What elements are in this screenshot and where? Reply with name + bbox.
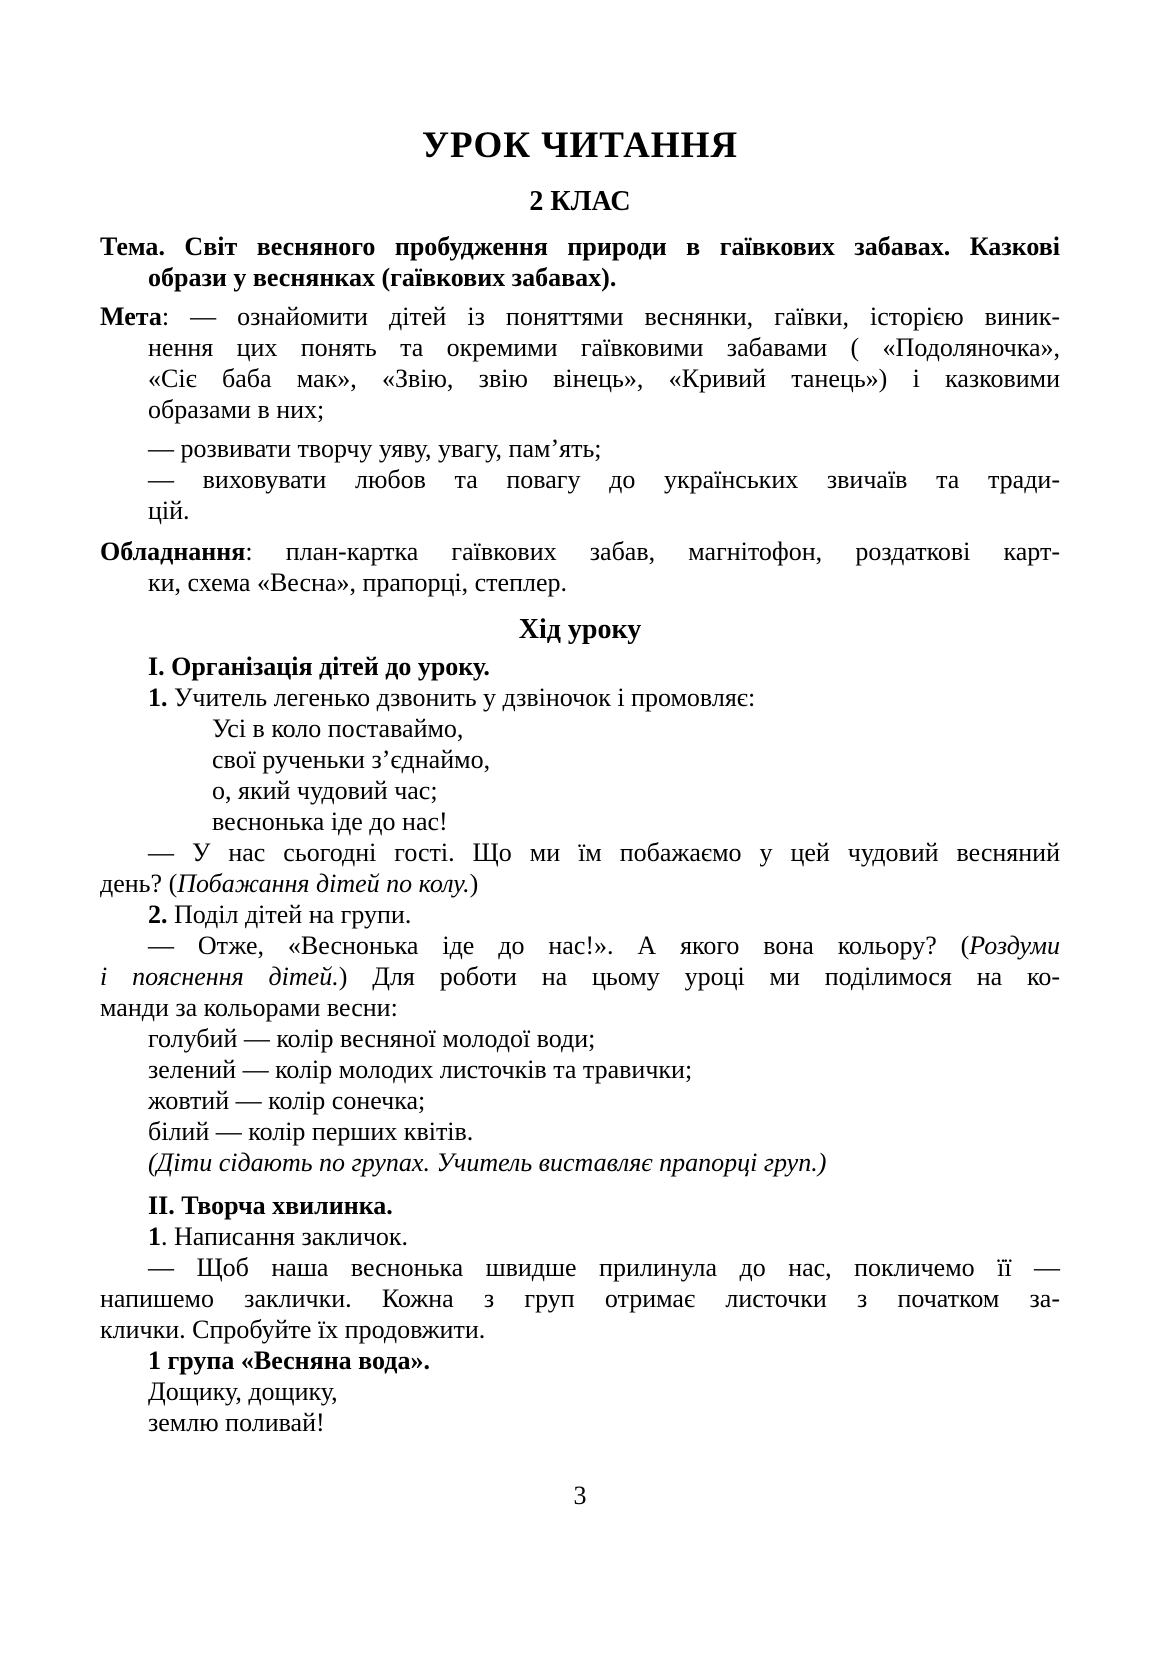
dialogue-line-8-text-1: клички. Спробуйте їх продовжити. xyxy=(100,1315,486,1344)
lesson-flow-heading-text-1: Хід уроку xyxy=(518,614,642,645)
goal-line-1-text-1: Мета xyxy=(100,302,162,331)
equipment-line-1-text-2: : план-картка гаївкових забав, магнітофон, роздаткові карт- xyxy=(245,537,1060,566)
goal-line-4-text-1: образами в них; xyxy=(148,395,325,424)
dialogue-line-5-text-1: манди за кольорами весни: xyxy=(100,993,398,1022)
step-2-line-text-1: 2. xyxy=(148,900,168,929)
topic-line-1 xyxy=(100,231,1060,262)
color-line-white-text-1: білий — колір перших квітів. xyxy=(148,1117,474,1146)
goal-line-5-text-1: — розвивати творчу уяву, увагу, пам’ять; xyxy=(148,434,602,463)
dialogue-line-8 xyxy=(100,1314,1060,1345)
verse-line-1-text-1: Усі в коло поставаймо, xyxy=(212,714,464,743)
chant-line-2 xyxy=(100,1407,1060,1438)
lesson-title-text-1: УРОК ЧИТАННЯ xyxy=(421,125,739,166)
goal-line-1-text-2: : — ознайомити дітей із поняттями веснянки, гаївки, історією виник- xyxy=(161,302,1060,331)
dialogue-line-4-text-1: і пояснення дітей. xyxy=(100,962,339,991)
dialogue-line-2-text-2: Побажання дітей по колу. xyxy=(177,869,470,898)
verse-line-2 xyxy=(100,744,1060,775)
stage-note-line-text-1: (Діти сідають по групах. Учитель виставляє прапорці груп.) xyxy=(148,1148,827,1177)
step-1-line-text-2: Учитель легенько дзвонить у дзвіночок і промовляє: xyxy=(167,683,756,712)
step-1-line-text-1: 1. xyxy=(148,683,168,712)
dialogue-line-3 xyxy=(100,930,1060,961)
goal-line-2-text-1: нення цих понять та окремими гаївковими забавами ( «Подоляночка», xyxy=(148,333,1060,362)
section-2-heading-text-1: ІІ. Творча хвилинка. xyxy=(148,1191,393,1220)
dialogue-line-2-text-3: ) xyxy=(469,869,479,898)
verse-line-3 xyxy=(100,775,1060,806)
verse-line-3-text-1: о, який чудовий час; xyxy=(212,776,438,805)
equipment-line-2 xyxy=(100,567,1060,598)
goal-line-6 xyxy=(100,464,1060,495)
dialogue-line-6-text-1: — Щоб наша веснонька швидше прилинула до нас, покличемо її — xyxy=(148,1253,1060,1282)
goal-line-2 xyxy=(100,332,1060,363)
goal-line-5 xyxy=(100,433,1060,464)
task-1-line xyxy=(100,1221,1060,1252)
chant-line-2-text-1: землю поливай! xyxy=(148,1408,325,1437)
color-line-green-text-1: зелений — колір молодих листочків та травички; xyxy=(148,1055,693,1084)
page-number: 3 xyxy=(573,1481,587,1510)
section-1-heading-text-1: І. Організація дітей до уроку. xyxy=(148,652,490,681)
topic-line-2-text-1: образи у веснянках (гаївкових забавах). xyxy=(148,263,617,292)
color-line-green xyxy=(100,1054,1060,1085)
dialogue-line-6 xyxy=(100,1252,1060,1283)
lesson-flow-heading xyxy=(100,614,1060,645)
grade-heading xyxy=(100,186,1060,217)
dialogue-line-5 xyxy=(100,992,1060,1023)
dialogue-line-7 xyxy=(100,1283,1060,1314)
color-line-blue-text-1: голубий — колір весняної молодої води; xyxy=(148,1024,596,1053)
dialogue-line-4-text-2: ) Для роботи на цьому уроці ми поділимося на ко- xyxy=(338,962,1060,991)
dialogue-line-1-text-1: — У нас сьогодні гості. Що ми їм побажаємо у цей чудовий весняний xyxy=(148,838,1060,867)
equipment-line-2-text-1: ки, схема «Весна», прапорці, степлер. xyxy=(148,568,568,597)
lesson-plan-content xyxy=(100,124,1060,1438)
chant-line-1 xyxy=(100,1376,1060,1407)
verse-line-2-text-1: свої рученьки з’єднаймо, xyxy=(212,745,491,774)
topic-line-1-text-2: . Світ весняного пробудження природи в гаївкових забавах. Казкові xyxy=(158,232,1060,261)
group-1-heading xyxy=(100,1345,1060,1376)
step-2-line xyxy=(100,899,1060,930)
verse-line-1 xyxy=(100,713,1060,744)
dialogue-line-2-text-1: день? ( xyxy=(100,869,178,898)
topic-line-2 xyxy=(100,262,1060,293)
goal-line-7-text-1: цій. xyxy=(148,496,190,525)
goal-line-3-text-1: «Сіє баба мак», «Звію, звію вінець», «Кривий танець») і казковими xyxy=(148,364,1060,393)
section-2-heading xyxy=(100,1190,1060,1221)
task-1-line-text-2: . Написання закличок. xyxy=(161,1222,409,1251)
goal-line-6-text-1: — виховувати любов та повагу до українських звичаїв та тради- xyxy=(148,465,1060,494)
color-line-yellow xyxy=(100,1085,1060,1116)
goal-line-7 xyxy=(100,495,1060,526)
dialogue-line-3-text-1: — Отже, «Веснонька іде до нас!». А якого вона кольору? ( xyxy=(148,931,970,960)
step-1-line xyxy=(100,682,1060,713)
dialogue-line-1 xyxy=(100,837,1060,868)
color-line-blue xyxy=(100,1023,1060,1054)
goal-line-3 xyxy=(100,363,1060,394)
dialogue-line-2 xyxy=(100,868,1060,899)
color-line-white xyxy=(100,1116,1060,1147)
dialogue-line-4 xyxy=(100,961,1060,992)
verse-line-4-text-1: веснонька іде до нас! xyxy=(212,807,448,836)
chant-line-1-text-1: Дощику, дощику, xyxy=(148,1377,338,1406)
stage-note-line xyxy=(100,1147,1060,1178)
verse-line-4 xyxy=(100,806,1060,837)
section-1-heading xyxy=(100,651,1060,682)
grade-heading-text-1: 2 КЛАС xyxy=(529,186,631,217)
color-line-yellow-text-1: жовтий — колір сонечка; xyxy=(148,1086,426,1115)
goal-line-4 xyxy=(100,394,1060,425)
equipment-line-1 xyxy=(100,536,1060,567)
topic-line-1-text-1: Тема xyxy=(100,232,159,261)
dialogue-line-3-text-2: Роздуми xyxy=(969,931,1060,960)
equipment-line-1-text-1: Обладнання xyxy=(100,537,246,566)
step-2-line-text-2: Поділ дітей на групи. xyxy=(167,900,412,929)
group-1-heading-text-1: 1 група «Весняна вода». xyxy=(148,1346,430,1375)
dialogue-line-7-text-1: напишемо заклички. Кожна з груп отримає листочки з початком за- xyxy=(100,1284,1060,1313)
lesson-title xyxy=(100,124,1060,168)
goal-line-1 xyxy=(100,301,1060,332)
task-1-line-text-1: 1 xyxy=(148,1222,161,1251)
